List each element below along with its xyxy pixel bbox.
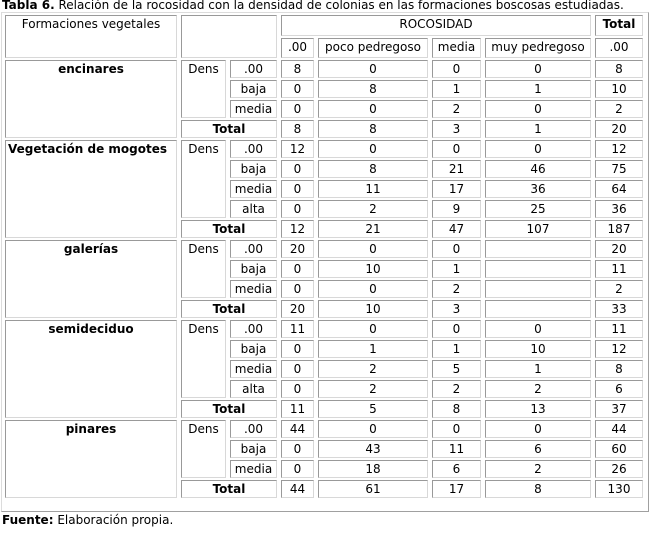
cell-col-poco-pedregoso: 0 — [318, 280, 428, 298]
table-row — [5, 320, 643, 338]
cell-col-muy-pedregoso: 0 — [485, 320, 591, 338]
table-footer — [2, 513, 173, 528]
density-level: .00 — [230, 240, 277, 258]
cell-col-muy-pedregoso: 36 — [485, 180, 591, 198]
header-total-00: .00 — [595, 38, 643, 59]
density-level: baja — [230, 260, 277, 278]
total-col-00: 44 — [281, 480, 314, 498]
cell-col-muy-pedregoso: 10 — [485, 340, 591, 358]
total-col-muy-pedregoso — [485, 300, 591, 318]
cell-total: 26 — [595, 460, 643, 478]
total-label: Total — [181, 300, 277, 318]
formation-name: encinares — [5, 60, 177, 138]
total-col-00: 12 — [281, 220, 314, 238]
cell-col-media: 1 — [432, 340, 481, 358]
grand-total: 37 — [595, 400, 643, 418]
cell-col-media: 0 — [432, 320, 481, 338]
cell-total: 11 — [595, 260, 643, 278]
cell-col-muy-pedregoso: 6 — [485, 440, 591, 458]
cell-col-00: 0 — [281, 180, 314, 198]
density-level: .00 — [230, 60, 277, 78]
density-level: .00 — [230, 320, 277, 338]
cell-total: 36 — [595, 200, 643, 218]
table-row — [5, 420, 643, 438]
header-total: Total — [595, 15, 643, 36]
cell-col-muy-pedregoso: 2 — [485, 380, 591, 398]
header-col-poco-pedregoso: poco pedregoso — [318, 38, 428, 59]
cell-col-muy-pedregoso: 1 — [485, 360, 591, 378]
dens-label: Dens — [181, 420, 226, 478]
cell-col-media: 2 — [432, 280, 481, 298]
cell-total: 2 — [595, 280, 643, 298]
cell-col-muy-pedregoso — [485, 280, 591, 298]
cell-total: 10 — [595, 80, 643, 98]
footer-text: Elaboración propia. — [53, 513, 174, 527]
total-col-media: 17 — [432, 480, 481, 498]
cell-col-muy-pedregoso: 25 — [485, 200, 591, 218]
grand-total: 130 — [595, 480, 643, 498]
cell-col-muy-pedregoso: 2 — [485, 460, 591, 478]
cell-col-muy-pedregoso: 0 — [485, 140, 591, 158]
cell-total: 11 — [595, 320, 643, 338]
cell-col-poco-pedregoso: 8 — [318, 160, 428, 178]
cell-col-poco-pedregoso: 0 — [318, 60, 428, 78]
cell-col-00: 20 — [281, 240, 314, 258]
cell-total: 6 — [595, 380, 643, 398]
density-level: baja — [230, 160, 277, 178]
total-col-poco-pedregoso: 8 — [318, 120, 428, 138]
cell-total: 12 — [595, 340, 643, 358]
formation-name: Vegetación de mogotes — [5, 140, 177, 238]
cell-col-media: 2 — [432, 100, 481, 118]
cell-col-00: 12 — [281, 140, 314, 158]
cell-col-muy-pedregoso: 46 — [485, 160, 591, 178]
cell-col-muy-pedregoso: 0 — [485, 60, 591, 78]
cell-col-00: 0 — [281, 160, 314, 178]
cell-col-media: 0 — [432, 60, 481, 78]
cell-col-media: 5 — [432, 360, 481, 378]
cell-col-00: 44 — [281, 420, 314, 438]
grand-total: 20 — [595, 120, 643, 138]
cell-col-poco-pedregoso: 43 — [318, 440, 428, 458]
cell-total: 64 — [595, 180, 643, 198]
header-row-1 — [5, 15, 643, 36]
total-col-poco-pedregoso: 21 — [318, 220, 428, 238]
density-level: alta — [230, 380, 277, 398]
cell-col-poco-pedregoso: 0 — [318, 320, 428, 338]
density-level: baja — [230, 80, 277, 98]
cell-col-media: 0 — [432, 420, 481, 438]
cell-col-poco-pedregoso: 8 — [318, 80, 428, 98]
cell-col-poco-pedregoso: 18 — [318, 460, 428, 478]
cell-col-media: 6 — [432, 460, 481, 478]
header-col-media: media — [432, 38, 481, 59]
density-level: media — [230, 360, 277, 378]
caption-label: Tabla 6. — [2, 0, 55, 12]
density-level: media — [230, 280, 277, 298]
total-col-muy-pedregoso: 8 — [485, 480, 591, 498]
cell-col-00: 0 — [281, 460, 314, 478]
cell-col-media: 2 — [432, 380, 481, 398]
table-row — [5, 60, 643, 78]
total-col-muy-pedregoso: 1 — [485, 120, 591, 138]
density-level: media — [230, 180, 277, 198]
density-level: media — [230, 460, 277, 478]
cell-col-00: 0 — [281, 360, 314, 378]
total-col-poco-pedregoso: 5 — [318, 400, 428, 418]
header-rocosidad: ROCOSIDAD — [281, 15, 591, 36]
rocosidad-table — [1, 13, 647, 500]
dens-label: Dens — [181, 320, 226, 398]
cell-col-poco-pedregoso: 0 — [318, 100, 428, 118]
table-row — [5, 140, 643, 158]
cell-total: 75 — [595, 160, 643, 178]
cell-col-poco-pedregoso: 0 — [318, 420, 428, 438]
cell-col-00: 0 — [281, 440, 314, 458]
total-col-muy-pedregoso: 107 — [485, 220, 591, 238]
total-col-00: 8 — [281, 120, 314, 138]
dens-label: Dens — [181, 140, 226, 218]
cell-col-media: 17 — [432, 180, 481, 198]
header-empty — [181, 15, 277, 58]
cell-col-media: 11 — [432, 440, 481, 458]
cell-col-media: 0 — [432, 140, 481, 158]
cell-col-00: 0 — [281, 340, 314, 358]
total-col-00: 20 — [281, 300, 314, 318]
total-col-muy-pedregoso: 13 — [485, 400, 591, 418]
header-formaciones: Formaciones vegetales — [5, 15, 177, 58]
total-col-00: 11 — [281, 400, 314, 418]
table-body — [5, 60, 643, 498]
dens-label: Dens — [181, 240, 226, 298]
formation-name: pinares — [5, 420, 177, 498]
table-caption — [2, 0, 624, 12]
total-col-media: 47 — [432, 220, 481, 238]
cell-col-poco-pedregoso: 11 — [318, 180, 428, 198]
cell-total: 2 — [595, 100, 643, 118]
total-col-media: 3 — [432, 120, 481, 138]
grand-total: 33 — [595, 300, 643, 318]
cell-col-poco-pedregoso: 2 — [318, 380, 428, 398]
header-col-00: .00 — [281, 38, 314, 59]
cell-total: 60 — [595, 440, 643, 458]
total-col-poco-pedregoso: 10 — [318, 300, 428, 318]
caption-text: Relación de la rocosidad con la densidad de colonias en las formaciones boscosas estudiadas. — [54, 0, 624, 12]
cell-col-media: 1 — [432, 260, 481, 278]
cell-col-poco-pedregoso: 0 — [318, 240, 428, 258]
cell-col-poco-pedregoso: 2 — [318, 200, 428, 218]
cell-col-poco-pedregoso: 10 — [318, 260, 428, 278]
cell-col-media: 21 — [432, 160, 481, 178]
cell-col-00: 0 — [281, 200, 314, 218]
density-level: alta — [230, 200, 277, 218]
cell-col-00: 0 — [281, 100, 314, 118]
dens-label: Dens — [181, 60, 226, 118]
density-level: baja — [230, 440, 277, 458]
total-col-media: 8 — [432, 400, 481, 418]
header-col-muy-pedregoso: muy pedregoso — [485, 38, 591, 59]
cell-col-media: 1 — [432, 80, 481, 98]
cell-col-poco-pedregoso: 2 — [318, 360, 428, 378]
cell-total: 12 — [595, 140, 643, 158]
cell-col-media: 9 — [432, 200, 481, 218]
cell-col-muy-pedregoso — [485, 240, 591, 258]
cell-col-00: 8 — [281, 60, 314, 78]
cell-col-media: 0 — [432, 240, 481, 258]
cell-total: 20 — [595, 240, 643, 258]
grand-total: 187 — [595, 220, 643, 238]
density-level: .00 — [230, 140, 277, 158]
cell-col-00: 0 — [281, 380, 314, 398]
table-row — [5, 240, 643, 258]
total-label: Total — [181, 400, 277, 418]
cell-col-muy-pedregoso: 1 — [485, 80, 591, 98]
cell-col-muy-pedregoso: 0 — [485, 100, 591, 118]
cell-total: 8 — [595, 60, 643, 78]
footer-label: Fuente: — [2, 513, 54, 527]
cell-col-00: 0 — [281, 80, 314, 98]
formation-name: semideciduo — [5, 320, 177, 418]
total-label: Total — [181, 220, 277, 238]
density-level: media — [230, 100, 277, 118]
total-col-poco-pedregoso: 61 — [318, 480, 428, 498]
total-col-media: 3 — [432, 300, 481, 318]
cell-total: 44 — [595, 420, 643, 438]
formation-name: galerías — [5, 240, 177, 318]
cell-col-muy-pedregoso — [485, 260, 591, 278]
cell-total: 8 — [595, 360, 643, 378]
cell-col-muy-pedregoso: 0 — [485, 420, 591, 438]
total-label: Total — [181, 480, 277, 498]
cell-col-00: 11 — [281, 320, 314, 338]
total-label: Total — [181, 120, 277, 138]
density-level: .00 — [230, 420, 277, 438]
cell-col-00: 0 — [281, 260, 314, 278]
cell-col-poco-pedregoso: 0 — [318, 140, 428, 158]
density-level: baja — [230, 340, 277, 358]
cell-col-00: 0 — [281, 280, 314, 298]
cell-col-poco-pedregoso: 1 — [318, 340, 428, 358]
